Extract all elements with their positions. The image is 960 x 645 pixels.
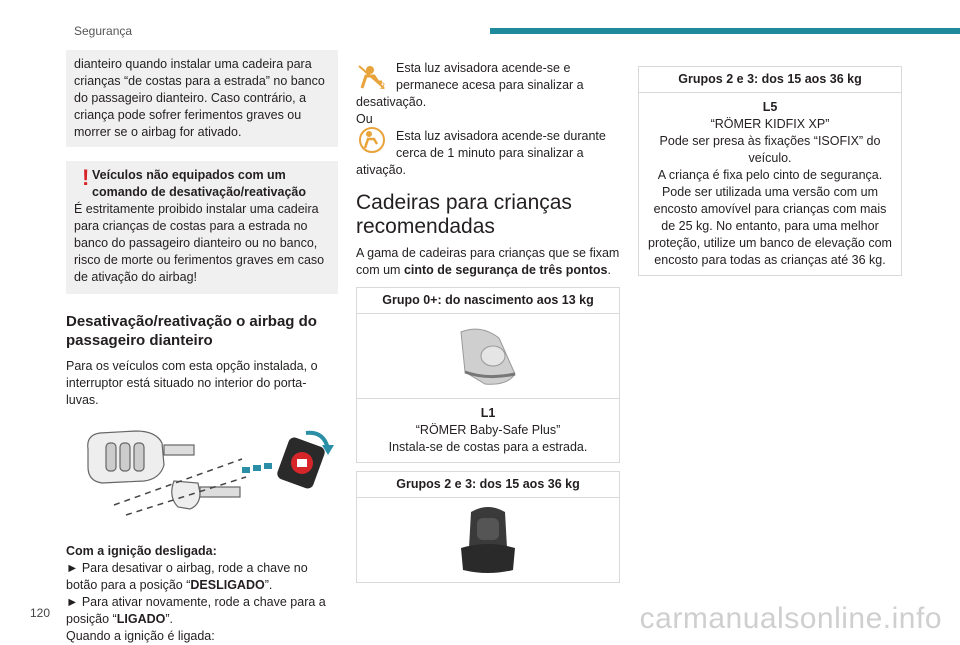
svg-text:2: 2 [380, 81, 386, 90]
key-switch-illustration [66, 421, 338, 521]
section-heading-seats: Cadeiras para crianças recomendadas [356, 191, 572, 238]
card-title: Grupos 2 e 3: dos 15 aos 36 kg [357, 472, 619, 498]
card-code: L5 [762, 100, 778, 114]
airbag-on-icon [356, 126, 388, 154]
card-line-2: A criança é fixa pelo cinto de segurança. [657, 168, 883, 182]
seat-card-group23 [356, 471, 620, 583]
column-left [66, 50, 338, 645]
warning-title: Veículos não equipados com um comando de desativação/reativação [92, 168, 306, 199]
step-2: ► Para ativar novamente, rode a chave para a posição “LIGADO”. [66, 595, 326, 626]
step-1: ► Para desativar o airbag, rode a chave no botão para a posição “DESLIGADO”. [66, 561, 308, 592]
light-1: 2 Esta luz avisadora acende-se e permanece acesa para sinalizar a [356, 60, 620, 94]
seats-intro: A gama de cadeiras para crianças que se fixam com um cinto de segurança de três pontos. [356, 246, 620, 277]
column-right [638, 66, 902, 276]
card-title: Grupo 0+: do nascimento aos 13 kg [357, 288, 619, 314]
page-number: 120 [30, 606, 51, 620]
airbag-off-icon [356, 62, 388, 90]
seat-card-kidfix [638, 66, 902, 276]
column-middle: 2 Esta luz avisadora acende-se e permanece acesa para sinalizar a desativação. Ou Esta luz avisadora acende-se durante cerca de 1 minuto para sinalizar a ativação. Cadeiras para crianças recomendadas A gama de cadeiras para crianças que se fixam com um cinto de segurança de três pontos. Grupo 0+: do nascimento aos 13 kg L1 “RÖMER Baby-Safe Plus” Instala-se de costas para a estrada. Grupos 2 e 3: dos 15 aos 36 kg [356, 60, 620, 583]
intro-text: Para os veículos com esta opção instalada, o interruptor está situado no interior do porta-luvas. [66, 359, 318, 407]
light-2: Esta luz avisadora acende-se durante cerca de 1 minuto para sinalizar a [356, 128, 620, 162]
note-box [66, 50, 338, 147]
note-text: dianteiro quando instalar uma cadeira para crianças “de costas para a estrada” no banco do passageiro dianteiro. Caso contrário, a criança pode sofrer ferimentos graves ou morrer se o airbag for ativado. [74, 57, 325, 139]
ignition-on-label: Quando a ignição é ligada: [66, 629, 215, 643]
card-line-3: Pode ser utilizada uma versão com um encosto amovível para crianças com mais de 25 kg. No entanto, para uma melhor proteção, utilize um banco de elevação com encosto para todas as crianças até 36 kg. [648, 185, 892, 267]
baby-seat-image [357, 314, 619, 399]
card-product: “RÖMER KIDFIX XP” [710, 117, 830, 131]
card-code: L1 [480, 406, 496, 420]
card-line-1: Pode ser presa às fixações “ISOFIX” do veículo. [659, 134, 881, 165]
warning-text: É estritamente proibido instalar uma cadeira para crianças de costas para a estrada no banco do passageiro dianteiro ou no banco, risco de morte ou ferimentos graves em caso de ativação do airbag! [74, 202, 325, 284]
card-title: Grupos 2 e 3: dos 15 aos 36 kg [639, 67, 901, 93]
card-product: “RÖMER Baby-Safe Plus” [415, 423, 561, 437]
ignition-off-label: Com a ignição desligada: [66, 544, 217, 558]
watermark: carmanualsonline.info [639, 602, 942, 635]
warning-box [66, 161, 338, 294]
seat-card-group0 [356, 287, 620, 463]
booster-seat-image [357, 498, 619, 582]
header-bar [490, 28, 960, 34]
section-title: Segurança [74, 24, 133, 38]
section-heading: Desativação/reativação o airbag do passageiro dianteiro [66, 313, 317, 349]
exclamation-icon: ! [82, 165, 90, 190]
card-desc: Instala-se de costas para a estrada. [388, 440, 588, 454]
